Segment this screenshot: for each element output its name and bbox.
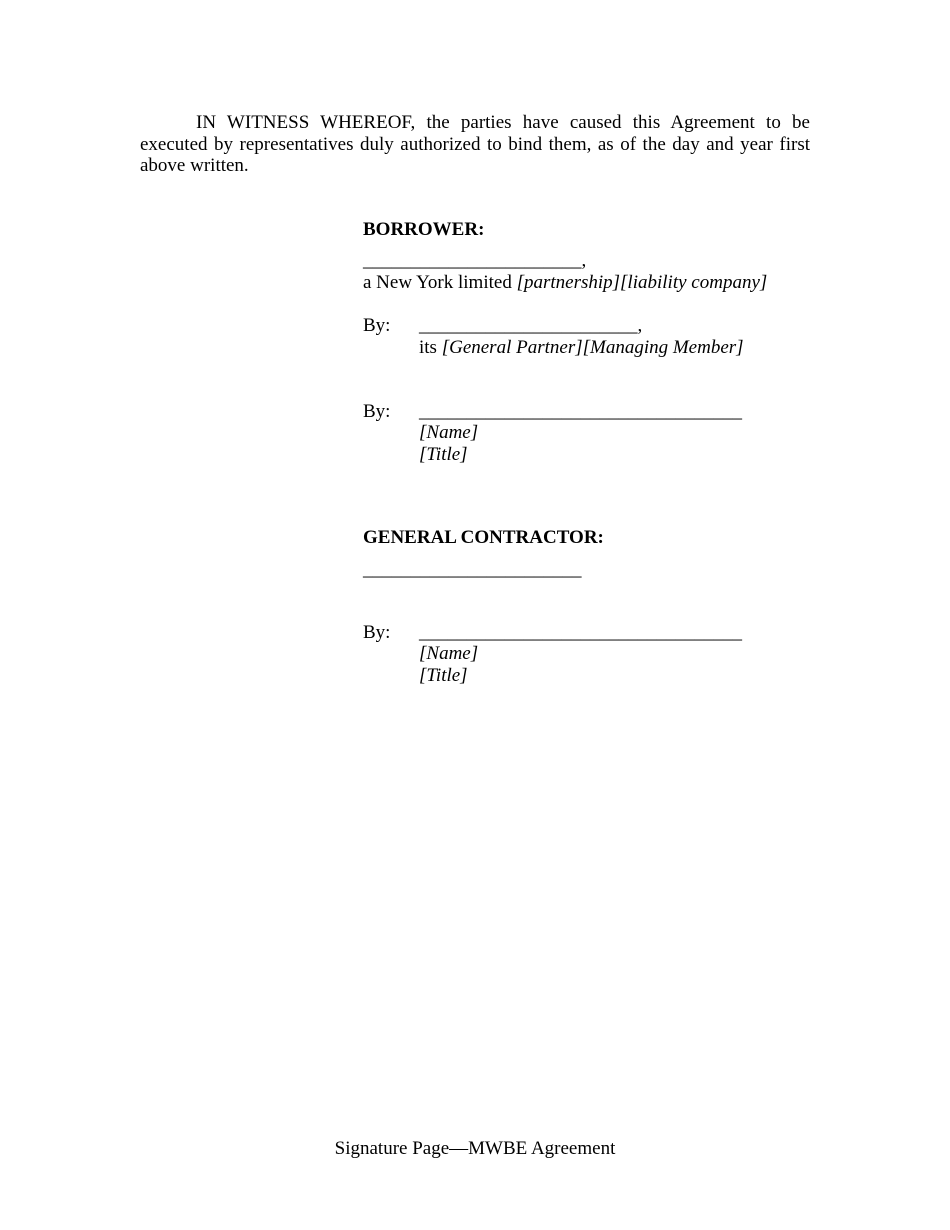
page-footer: Signature Page—MWBE Agreement	[334, 1138, 616, 1159]
borrower-entity-prefix: a New York limited	[363, 272, 517, 293]
borrower-entity-type: [partnership][liability company]	[516, 272, 768, 293]
intro-text: IN WITNESS WHEREOF, the parties have caused this Agreement to be executed by representatives duly authorized to bind them, as of the day and year first above written.	[140, 112, 810, 176]
contractor-by-label: By:	[363, 622, 391, 643]
borrower-its-role-text: [General Partner][Managing Member]	[441, 337, 744, 358]
contractor-heading: GENERAL CONTRACTOR:	[363, 527, 604, 548]
borrower-by2-signature-line: __________________________________	[419, 401, 742, 422]
borrower-its-role	[419, 337, 744, 359]
borrower-its-prefix: its	[419, 337, 442, 358]
borrower-by1-signature-line: _______________________,	[419, 315, 643, 336]
intro-paragraph	[140, 112, 810, 177]
borrower-by2-label: By:	[363, 401, 391, 422]
borrower-name-placeholder: [Name]	[419, 422, 479, 443]
borrower-entity-description	[363, 272, 767, 294]
contractor-name-placeholder: [Name]	[419, 643, 479, 664]
contractor-title-placeholder: [Title]	[419, 665, 468, 686]
borrower-title-placeholder: [Title]	[419, 444, 468, 465]
borrower-by1-label: By:	[363, 315, 391, 336]
borrower-name-line: _______________________,	[363, 250, 587, 271]
borrower-heading: BORROWER:	[363, 219, 485, 240]
contractor-by-signature-line: __________________________________	[419, 622, 742, 643]
contractor-name-line: _______________________	[363, 559, 582, 580]
